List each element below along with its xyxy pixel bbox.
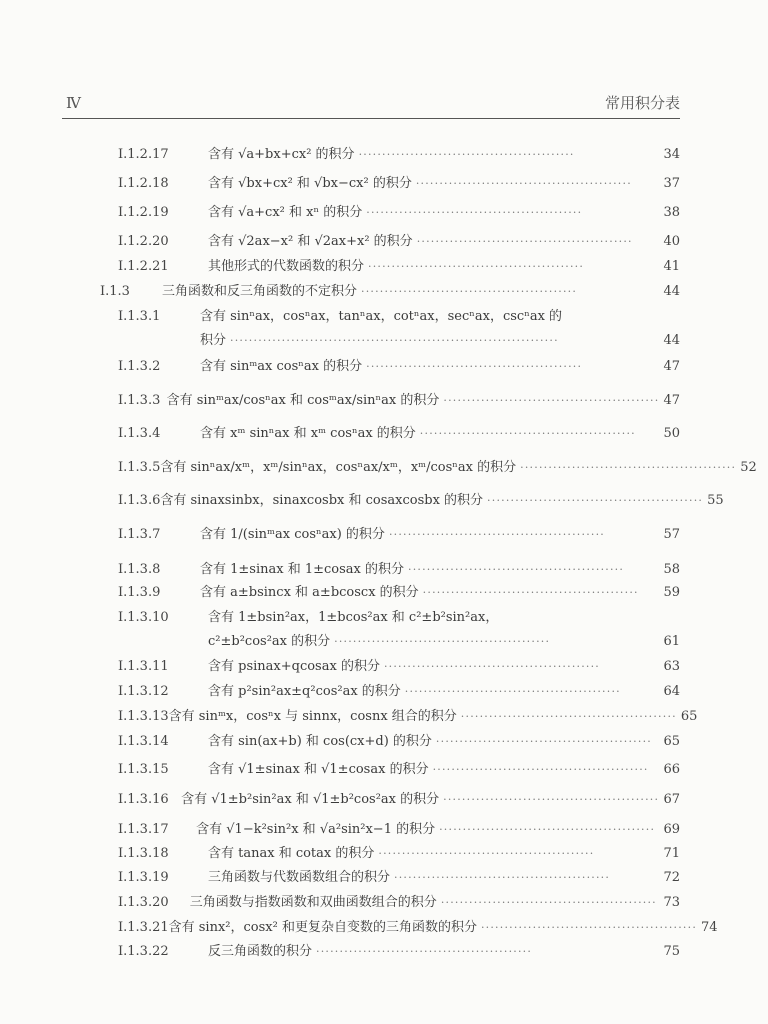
toc-entry[interactable]: Ⅰ.1.3.6 含有 sinaxsinbx，sinaxcosbx 和 cosaxcosbx 的积分 ·············································· 55 xyxy=(118,493,724,508)
page-number-roman: Ⅳ xyxy=(66,94,82,112)
toc-entry[interactable]: Ⅰ.1.3.22 反三角函数的积分 ·············································· 75 xyxy=(118,944,680,959)
toc-entry[interactable]: Ⅰ.1.3.3 含有 sinᵐax/cosⁿax 和 cosᵐax/sinⁿax 的积分 ·············································· 47 xyxy=(118,393,680,408)
toc-entry[interactable]: Ⅰ.1.3.1 含有 sinⁿax，cosⁿax，tanⁿax，cotⁿax，secⁿax，cscⁿax 的 xyxy=(118,309,563,324)
toc-entry[interactable]: Ⅰ.1.3.8 含有 1±sinax 和 1±cosax 的积分 ·············································· 58 xyxy=(118,562,680,577)
toc-entry[interactable]: Ⅰ.1.3.16 含有 √1±b²sin²ax 和 √1±b²cos²ax 的积分 ·············································· 67 xyxy=(118,792,680,807)
toc-entry[interactable]: Ⅰ.1.3.14 含有 sin(ax+b) 和 cos(cx+d) 的积分 ·············································· 65 xyxy=(118,734,680,749)
toc-entry-continuation[interactable]: 积分 ······································································ 44 xyxy=(200,333,680,348)
toc-entry-continuation[interactable]: c²±b²cos²ax 的积分 ·············································· 61 xyxy=(208,634,680,649)
toc-entry[interactable]: Ⅰ.1.3.20 三角函数与指数函数和双曲函数组合的积分 ·············································· 73 xyxy=(118,895,680,910)
toc-entry[interactable]: Ⅰ.1.3.13 含有 sinᵐx，cosⁿx 与 sinnx，cosnx 组合的积分 ·············································· 65 xyxy=(118,709,698,724)
toc-entry[interactable]: Ⅰ.1.3.4 含有 xᵐ sinⁿax 和 xᵐ cosⁿax 的积分 ·············································· 50 xyxy=(118,426,680,441)
toc-entry[interactable]: Ⅰ.1.2.18 含有 √bx+cx² 和 √bx−cx² 的积分 ·············································· 37 xyxy=(118,176,680,191)
toc-entry[interactable]: Ⅰ.1.3.11 含有 psinax+qcosax 的积分 ·············································· 63 xyxy=(118,659,680,674)
toc-entry[interactable]: Ⅰ.1.3.5 含有 sinⁿax/xᵐ，xᵐ/sinⁿax，cosⁿax/xᵐ，xᵐ/cosⁿax 的积分 ·············································· 52 xyxy=(118,460,757,475)
toc-entry[interactable]: Ⅰ.1.3.7 含有 1/(sinᵐax cosⁿax) 的积分 ·············································· 57 xyxy=(118,527,680,542)
toc-entry[interactable]: Ⅰ.1.3.12 含有 p²sin²ax±q²cos²ax 的积分 ·············································· 64 xyxy=(118,684,680,699)
toc-entry[interactable]: Ⅰ.1.3.15 含有 √1±sinax 和 √1±cosax 的积分 ·············································· 66 xyxy=(118,762,680,777)
toc-entry[interactable]: Ⅰ.1.2.20 含有 √2ax−x² 和 √2ax+x² 的积分 ·············································· 40 xyxy=(118,234,680,249)
running-header-title: 常用积分表 xyxy=(604,94,680,112)
toc-section-entry[interactable]: Ⅰ.1.3 三角函数和反三角函数的不定积分 ·············································· 44 xyxy=(100,284,680,299)
toc-entry[interactable]: Ⅰ.1.3.9 含有 a±bsincx 和 a±bcoscx 的积分 ·············································· 59 xyxy=(118,585,680,600)
toc-entry[interactable]: Ⅰ.1.3.19 三角函数与代数函数组合的积分 ·············································· 72 xyxy=(118,870,680,885)
toc-entry[interactable]: Ⅰ.1.3.10 含有 1±bsin²ax，1±bcos²ax 和 c²±b²sin²ax， xyxy=(118,610,499,625)
toc-entry[interactable]: Ⅰ.1.3.2 含有 sinᵐax cosⁿax 的积分 ·············································· 47 xyxy=(118,359,680,374)
toc-entry[interactable]: Ⅰ.1.2.19 含有 √a+cx² 和 xⁿ 的积分 ·············································· 38 xyxy=(118,205,680,220)
toc-entry[interactable]: Ⅰ.1.3.18 含有 tanax 和 cotax 的积分 ·············································· 71 xyxy=(118,846,680,861)
toc-entry[interactable]: Ⅰ.1.3.17 含有 √1−k²sin²x 和 √a²sin²x−1 的积分 ·············································· 69 xyxy=(118,822,680,837)
toc-entry[interactable]: Ⅰ.1.2.21 其他形式的代数函数的积分 ·············································· 41 xyxy=(118,259,680,274)
toc-entry[interactable]: Ⅰ.1.3.21 含有 sinx²，cosx² 和更复杂自变数的三角函数的积分 ·············································· 74 xyxy=(118,920,718,935)
toc-entry[interactable]: Ⅰ.1.2.17 含有 √a+bx+cx² 的积分 ·············································· 34 xyxy=(118,147,680,162)
